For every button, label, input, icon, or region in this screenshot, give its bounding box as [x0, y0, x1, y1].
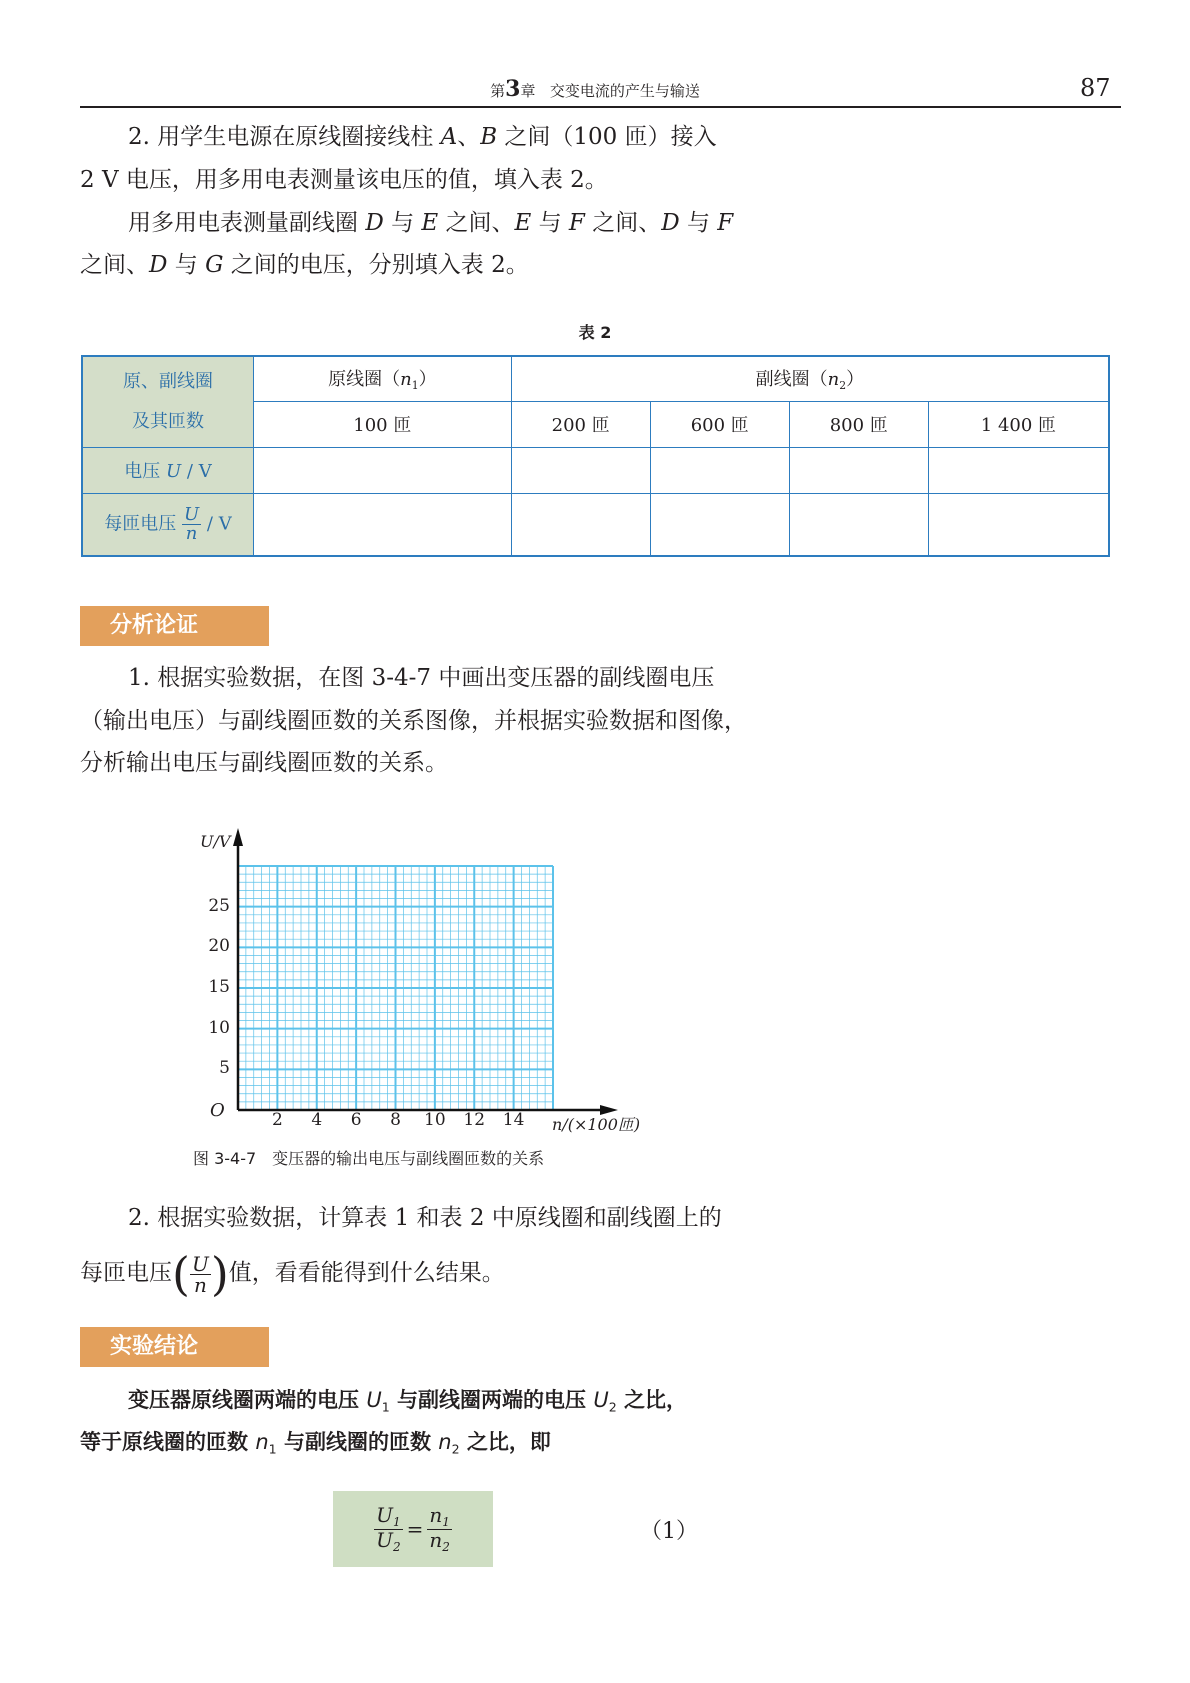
text: 之比，即: [459, 1430, 551, 1454]
var: n: [255, 1430, 269, 1454]
y-tick-label: 25: [208, 895, 230, 916]
corner-line-2: 及其匝数: [132, 410, 204, 432]
step2-line-2: 2 V 电压，用多用电表测量该电压的值，填入表 2。: [80, 167, 608, 193]
figure-caption: 图 3-4-7 变压器的输出电压与副线圈匝数的关系: [193, 1149, 545, 1168]
text: 用多用电表测量副线圈: [128, 210, 366, 236]
subscript: 2: [442, 1539, 450, 1554]
analysis-line-1: 1. 根据实验数据，在图 3-4-7 中画出变压器的副线圈电压: [128, 665, 715, 691]
text: 等于原线圈的匝数: [80, 1430, 256, 1454]
text: 2. 用学生电源在原线圈接线柱: [128, 124, 441, 150]
x-tick-label: 8: [390, 1110, 401, 1130]
equation-number: （1）: [640, 1519, 698, 1544]
turns-cell: 1 400 匝: [928, 401, 1109, 447]
var: F: [568, 210, 585, 236]
x-tick-label: 10: [424, 1110, 446, 1130]
x-axis-label-text: n/(×100匝): [552, 1115, 641, 1134]
text: 与: [167, 252, 206, 278]
text: 、: [457, 124, 481, 150]
var: U: [166, 461, 182, 482]
text: ）: [846, 369, 865, 391]
text: 与副线圈的匝数: [276, 1430, 439, 1454]
turns-cell: 200 匝: [511, 401, 650, 447]
chapter-prefix: 第: [490, 82, 506, 100]
var: n: [429, 1527, 443, 1552]
numerator: U: [184, 503, 200, 525]
var: n: [429, 1503, 443, 1528]
text: 与: [383, 210, 422, 236]
x-tick-label: 4: [311, 1110, 323, 1130]
text: 之间、: [438, 210, 515, 236]
numerator: [374, 1505, 403, 1529]
subscript: 1: [392, 1515, 401, 1530]
subscript: 1: [268, 1441, 277, 1457]
chapter-suffix: 章: [520, 82, 536, 100]
y-tick-label: 10: [208, 1017, 230, 1038]
numerator: [427, 1505, 452, 1529]
var: U: [366, 1388, 382, 1412]
text: 之间、: [584, 210, 662, 236]
analysis-line-2: （输出电压）与副线圈匝数的关系图像，并根据实验数据和图像，: [80, 708, 747, 734]
chapter-number: 3: [505, 76, 521, 102]
text: 电压: [124, 461, 167, 482]
y-tick-label: 5: [219, 1058, 230, 1079]
text: 之间的电压，分别填入表 2。: [223, 252, 529, 278]
subscript: 2: [608, 1399, 617, 1415]
subscript: 1: [411, 379, 419, 393]
var: D: [365, 210, 384, 236]
denominator: n: [193, 1272, 207, 1297]
turns-ratio: [427, 1505, 452, 1552]
fraction: [190, 1251, 211, 1297]
subscript: 2: [451, 1441, 460, 1457]
analysis-line-3: 分析输出电压与副线圈匝数的关系。: [80, 750, 448, 776]
subscript: 2: [392, 1539, 401, 1554]
text: / V: [201, 513, 232, 535]
denominator: [429, 1527, 450, 1554]
conclusion-line-1: [128, 1385, 687, 1422]
subscript: 1: [442, 1515, 450, 1530]
y-axis-label: U/V: [200, 832, 231, 851]
corner-line-1: 原、副线圈: [123, 370, 213, 392]
text: / V: [181, 461, 212, 482]
formula-box: [333, 1491, 493, 1567]
x-tick-label: 12: [463, 1110, 486, 1130]
var: F: [717, 210, 734, 236]
subscript: 2: [839, 379, 847, 393]
graph-paper-grid: [238, 866, 553, 1110]
paren: (: [172, 1247, 190, 1301]
x-tick-label: 6: [350, 1110, 362, 1130]
var: D: [661, 210, 680, 236]
var: U: [376, 1503, 393, 1528]
table-title: 表 2: [578, 323, 612, 342]
section-tag-analysis: 分析论证: [80, 606, 269, 646]
text: 值，看看能得到什么结果。: [228, 1260, 505, 1286]
conclusion-line-2: [80, 1427, 551, 1464]
var: E: [421, 210, 439, 236]
origin-label: O: [210, 1100, 225, 1121]
var: A: [440, 124, 458, 150]
var: U: [376, 1527, 393, 1552]
page-number: 87: [1080, 74, 1111, 102]
chapter-title: 交变电流的产生与输送: [549, 82, 700, 100]
voltage-ratio: [374, 1505, 403, 1552]
subscript: 1: [381, 1399, 390, 1415]
denominator: n: [185, 522, 198, 544]
y-axis-arrow-icon: [233, 828, 243, 846]
text: 每匝电压: [104, 513, 183, 535]
equals: =: [406, 1517, 424, 1541]
var: n: [400, 369, 412, 391]
text: ）: [418, 369, 437, 391]
text: 之间（100 匝）接入: [497, 124, 717, 150]
section-tag-conclusion: 实验结论: [80, 1327, 269, 1367]
denominator: [376, 1527, 401, 1554]
x-tick-label: 2: [271, 1110, 283, 1130]
question2-line-1: 2. 根据实验数据，计算表 1 和表 2 中原线圈和副线圈上的: [128, 1205, 722, 1231]
text: 之间、: [80, 252, 149, 278]
y-tick-label: 15: [208, 977, 230, 997]
var: B: [480, 124, 498, 150]
text: 每匝电压: [80, 1260, 172, 1286]
var: D: [149, 252, 168, 278]
question2-line-2: [80, 1247, 505, 1301]
text: 与: [531, 210, 569, 236]
x-tick-label: 14: [502, 1110, 525, 1130]
y-tick-label: 20: [208, 936, 230, 957]
text: 之比，: [616, 1388, 688, 1412]
var: G: [205, 252, 224, 278]
var: n: [438, 1430, 452, 1454]
text: 与副线圈两端的电压: [389, 1388, 594, 1412]
text: 原线圈（: [328, 369, 401, 391]
text: 副线圈（: [755, 369, 828, 391]
turns-cell: 600 匝: [650, 401, 789, 447]
turns-cell: 100 匝: [254, 401, 512, 447]
paren: ): [210, 1247, 229, 1301]
var: U: [593, 1388, 609, 1412]
text: 与: [679, 210, 718, 236]
var: E: [514, 210, 532, 236]
numerator: U: [191, 1251, 209, 1276]
x-axis-label: [552, 1112, 640, 1135]
turns-cell: 800 匝: [789, 401, 928, 447]
text: 变压器原线圈两端的电压: [128, 1388, 367, 1412]
var: n: [827, 369, 840, 391]
